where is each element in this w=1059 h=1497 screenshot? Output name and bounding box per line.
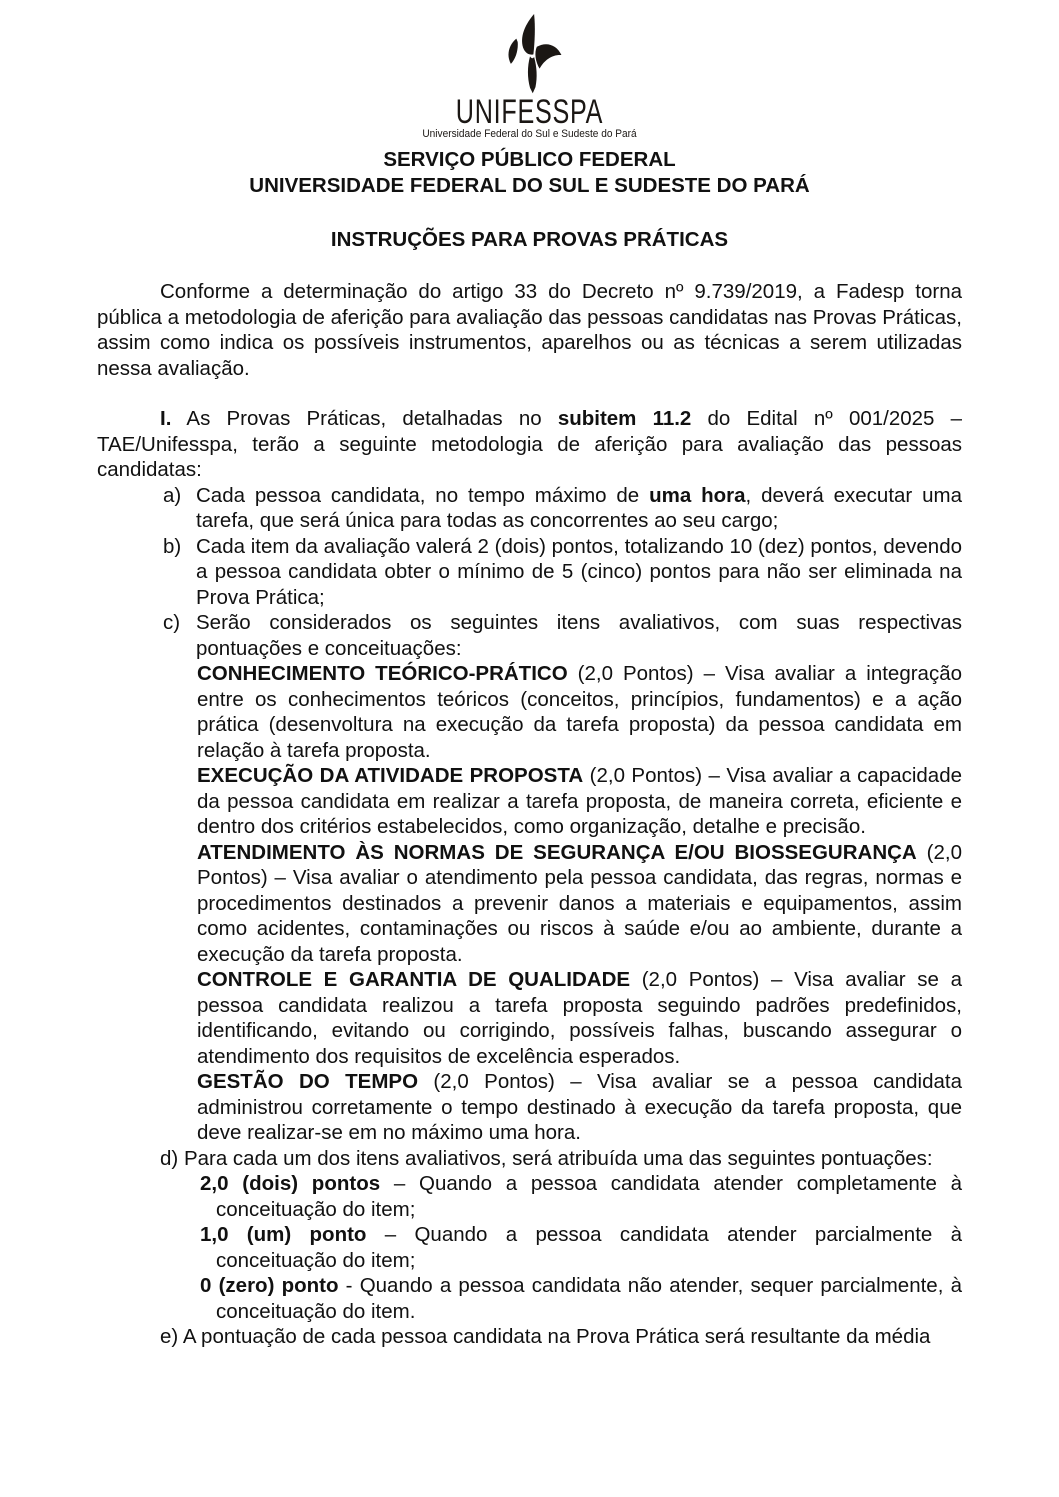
list-item-a-bold: uma hora	[649, 483, 746, 507]
org-line-universidade: UNIVERSIDADE FEDERAL DO SUL E SUDESTE DO PARÁ	[249, 174, 810, 197]
list-item-a	[97, 483, 962, 534]
criterion-conhecimento-heading: CONHECIMENTO TEÓRICO-PRÁTICO	[197, 662, 568, 685]
unifesspa-logo	[0, 14, 1059, 141]
page-title: INSTRUÇÕES PARA PROVAS PRÁTICAS	[330, 228, 729, 251]
score-one-point-lead: 1,0 (um) ponto	[200, 1223, 367, 1246]
list-item-e	[97, 1324, 962, 1350]
criterion-conhecimento	[97, 661, 962, 763]
criterion-execucao-heading: EXECUÇÃO DA ATIVIDADE PROPOSTA	[197, 764, 584, 787]
clause-I-bold-reference: subitem 11.2	[557, 407, 692, 430]
list-item-c	[97, 610, 962, 661]
clause-I-number: I.	[160, 407, 172, 430]
score-two-points-lead: 2,0 (dois) pontos	[200, 1172, 381, 1195]
list-marker-e: e)	[160, 1325, 179, 1348]
document-body	[97, 227, 962, 1350]
list-item-b-text: Cada item da avaliação valerá 2 (dois) pontos, totalizando 10 (dez) pontos, devendo a pessoa candidata obter o mínimo de 5 (cinco) pontos para não ser eliminada na Prova Prática;	[196, 534, 962, 609]
score-zero-points-text: - Quando a pessoa candidata não atender, sequer parcialmente, à conceituação do item.	[216, 1274, 962, 1323]
list-item-c-text: Serão considerados os seguintes itens avaliativos, com suas respectivas pontuações e conceituações:	[196, 611, 962, 660]
score-one-point	[97, 1222, 962, 1273]
intro-paragraph: Conforme a determinação do artigo 33 do Decreto nº 9.739/2019, a Fadesp torna pública a metodologia de aferição para avaliação das pessoas candidatas nas Provas Práticas, assim como indica os possíveis instrumentos, aparelhos ou as técnicas a serem utilizadas nessa avaliação.	[97, 280, 962, 380]
list-item-d	[97, 1146, 962, 1172]
list-marker-c: c)	[163, 611, 181, 634]
org-line-servico-publico: SERVIÇO PÚBLICO FEDERAL	[383, 148, 676, 171]
clause-I-text-continuation: do Edital nº 001/2025 – TAE/Unifesspa, terão a seguinte metodologia de aferição para avaliação das pessoas candidatas:	[97, 407, 963, 481]
clause-I-paragraph	[97, 406, 962, 483]
criterion-gestao-tempo-text: (2,0 Pontos) – Visa avaliar se a pessoa candidata administrou corretamente o tempo destinado à execução da tarefa proposta, que deve realizar-se em no máximo uma hora.	[197, 1070, 962, 1144]
list-item-d-text: Para cada um dos itens avaliativos, será atribuída uma das seguintes pontuações:	[183, 1146, 933, 1170]
score-two-points-text: – Quando a pessoa candidata atender completamente à conceituação do item;	[216, 1172, 963, 1221]
list-item-b	[97, 534, 962, 611]
logo-wordmark: UNIFESSPA	[455, 93, 604, 131]
criterion-atendimento-normas	[97, 840, 962, 968]
criterion-controle-qualidade-heading: CONTROLE E GARANTIA DE QUALIDADE	[197, 968, 631, 991]
list-item-a-text-continuation: , deverá executar uma tarefa, que será única para todas as concorrentes ao seu cargo;	[196, 483, 962, 532]
criterion-execucao	[97, 763, 962, 840]
score-one-point-text: – Quando a pessoa candidata atender parcialmente à conceituação do item;	[216, 1223, 963, 1272]
org-lines	[0, 147, 1059, 199]
criterion-atendimento-normas-heading: ATENDIMENTO ÀS NORMAS DE SEGURANÇA E/OU BIOSSEGURANÇA	[197, 840, 917, 864]
score-two-points	[97, 1171, 962, 1222]
criterion-execucao-text: (2,0 Pontos) – Visa avaliar a capacidade da pessoa candidata em realizar a tarefa proposta, de maneira correta, eficiente e dentro dos critérios estabelecidos, como organização, detalhe e precisão.	[197, 764, 963, 838]
document-header	[0, 0, 1059, 199]
criterion-conhecimento-text: (2,0 Pontos) – Visa avaliar a integração entre os conhecimentos teóricos (conceitos, princípios, fundamentos) e a ação prática (desenvoltura na execução da tarefa proposta) da pessoa candidata em relação à tarefa proposta.	[197, 662, 962, 762]
logo-tagline: Universidade Federal do Sul e Sudeste do Pará	[422, 128, 637, 140]
criterion-controle-qualidade-text: (2,0 Pontos) – Visa avaliar se a pessoa candidata realizou a tarefa proposta seguindo padrões predefinidos, identificando, evitando ou corrigindo, possíveis falhas, buscando assegurar o atendimento dos requisitos de excelência esperados.	[197, 968, 962, 1068]
list-marker-a: a)	[163, 483, 182, 507]
flame-icon	[487, 14, 573, 96]
criterion-gestao-tempo-heading: GESTÃO DO TEMPO	[197, 1070, 419, 1093]
score-zero-points	[97, 1273, 962, 1324]
criterion-controle-qualidade	[97, 967, 962, 1069]
list-item-e-text: A pontuação de cada pessoa candidata na Prova Prática será resultante da média	[182, 1325, 931, 1348]
list-marker-d: d)	[160, 1146, 179, 1170]
score-zero-points-lead: 0 (zero) ponto	[200, 1274, 339, 1297]
list-item-a-text: Cada pessoa candidata, no tempo máximo de	[196, 483, 650, 507]
criterion-gestao-tempo	[97, 1069, 962, 1146]
clause-I-text: As Provas Práticas, detalhadas no	[171, 407, 558, 430]
list-marker-b: b)	[163, 534, 182, 558]
criterion-atendimento-normas-text: (2,0 Pontos) – Visa avaliar o atendimento pela pessoa candidata, das regras, normas e procedimentos destinados a prevenir danos a materiais e equipamentos, assim como acidentes, contaminações ou riscos à saúde e/ou ao ambiente, durante a execução da tarefa proposta.	[197, 840, 962, 966]
